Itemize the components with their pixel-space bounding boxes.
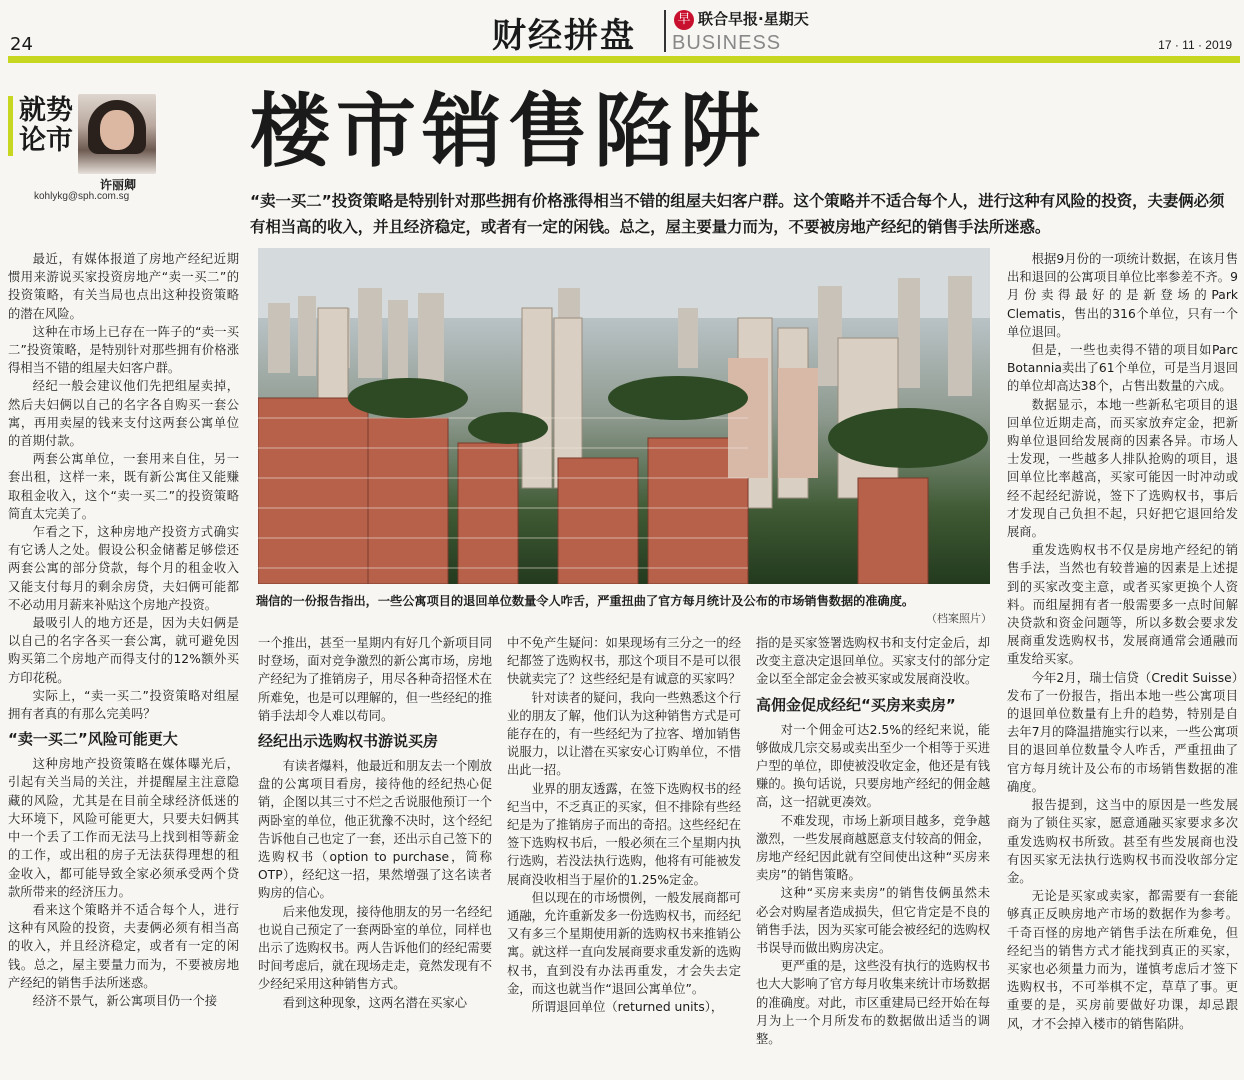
subheading: “卖一买二”风险可能更大 xyxy=(8,730,178,749)
author-name: 许丽卿 xyxy=(100,178,137,192)
headline: 楼市销售陷阱 xyxy=(250,85,766,178)
paragraph: 看来这个策略并不适合每个人，进行这种有风险的投资，夫妻俩必须有相当高的收入，并且经济稳定，或者有一定的闲钱。总之，屋主要量力而为，不要被房地产经纪的销售手法所迷惑。 xyxy=(8,902,239,990)
author-portrait xyxy=(78,94,156,174)
paragraph: 所谓退回单位（returned units）， xyxy=(531,1000,724,1015)
paragraph: 这种在市场上已存在一阵子的“卖一买二”投资策略，是特别针对那些拥有价格涨得相当不错的组屋夫妇客户群。 xyxy=(8,324,239,376)
brand-name: 联合早报·星期天 xyxy=(698,10,809,28)
paragraph: 业界的朋友透露，在签下选购权书的经纪当中，不乏真正的买家，但不排除有些经纪是为了推销房子而出的奇招。这些经纪在签下选购权书后，一般必须在三个星期内执行选购，若没法执行选购，他将有可能被发展商没收相当于屋价的1.25%定金。 xyxy=(507,781,741,887)
paragraph: 经纪一般会建议他们先把组屋卖掉，然后夫妇俩以自己的名字各自购买一套公寓，再用卖屋的钱来支付这两套公寓单位的首期付款。 xyxy=(8,379,239,449)
subheading: 高佣金促成经纪“买房来卖房” xyxy=(756,695,956,714)
paragraph: 这种房地产投资策略在媒体曝光后，引起有关当局的关注，并提醒屋主注意隐藏的风险，尤其是在目前全球经济低迷的大环境下，风险可能更大，只要夫妇俩其中一个丢了工作而无法马上找到相等薪金的工作，或出租的房子无法获得理想的租金收入，都可能导致全家必须承受两个贷款所带来的经济压力。 xyxy=(8,757,239,899)
article-column-4 xyxy=(756,634,990,1048)
photo-credit: （档案照片） xyxy=(926,612,992,625)
paragraph: 这种“买房来卖房”的销售伎俩虽然未必会对购屋者造成损失，但它肯定是不良的销售手法，因为买家可能会被经纪的选购权书误导而做出购房决定。 xyxy=(756,886,990,956)
paragraph: 经济不景气，新公寓项目仍一个接 xyxy=(32,993,218,1008)
business-label: BUSINESS xyxy=(672,32,782,54)
paragraph: 一个推出，甚至一星期内有好几个新项目同时登场，面对竞争激烈的新公寓市场，房地产经纪为了推销房子，用尽各种奇招怪术在所难免，也是可以理解的，但一些经纪的推销手法却令人难以苟同。 xyxy=(258,636,492,723)
masthead-divider xyxy=(664,10,666,52)
section-title: 财经拼盘 xyxy=(492,16,636,56)
paragraph: 根据9月份的一项统计数据，在该月售出和退回的公寓项目单位比率参差不齐。9月份卖得最好的是新登场的Park Clematis，售出的316个单位，只有一个单位退回。 xyxy=(1007,252,1238,339)
issue-date: 17 · 11 · 2019 xyxy=(1158,38,1232,52)
paragraph: 乍看之下，这种房地产投资方式确实有它诱人之处。假设公积金储蓄足够偿还两套公寓的部分贷款，每个月的租金收入又能支付每月的剩余房贷，夫妇俩可能都不必动用月薪来补贴这个房地产投资。 xyxy=(8,525,239,612)
paragraph: 但以现在的市场惯例，一般发展商都可通融，允许重新发多一份选购权书，而经纪又有多三个星期使用新的选购权书来推销公寓。就这样一直向发展商要求重发新的选购权书，直到没有办法再重发，才会失去定金，而这也就当作“退回公寓单位”。 xyxy=(507,890,741,996)
photo-caption: 瑞信的一份报告指出，一些公寓项目的退回单位数量令人咋舌，严重扭曲了官方每月统计及公布的市场销售数据的准确度。 xyxy=(256,594,915,608)
paragraph: 后来他发现，接待他朋友的另一名经纪也说自己预定了一套两卧室的单位，同样也出示了选购权书。两人告诉他们的经纪需要时间考虑后，就在现场走走，竟然发现有不少经纪采用这种销售方式。 xyxy=(258,904,492,992)
paragraph: 中不免产生疑问：如果现场有三分之一的经纪都签了选购权书，那这个项目不是可以很快就卖完了？这些经纪是有诚意的买家吗？ xyxy=(507,636,741,687)
lead-paragraph: “卖一买二”投资策略是特别针对那些拥有价格涨得相当不错的组屋夫妇客户群。这个策略并不适合每个人，进行这种有风险的投资，夫妻俩必须有相当高的收入，并且经济稳定，或者有一定的闲钱。总之，屋主要量力而为，不要被房地产经纪的销售手法所迷惑。 xyxy=(250,192,1225,236)
article-column-1 xyxy=(8,250,239,1010)
paragraph: 对一个佣金可达2.5%的经纪来说，能够做成几宗交易或卖出至少一个相等于买进户型的单位，即使被没收定金，他还是有钱赚的。换句话说，只要房地产经纪的佣金越高，这一招就更凑效。 xyxy=(756,722,990,810)
paragraph: 更严重的是，这些没有执行的选购权书也大大影响了官方每月收集来统计市场数据的准确度。对此，市区重建局已经开始在每月为上一个月所发布的数据做出适当的调整。 xyxy=(756,959,990,1047)
paragraph: 报告提到，这当中的原因是一些发展商为了锁住买家，愿意通融买家要求多次重发选购权书所致。甚至有些发展商也没有因买家无法执行选购权书而没收部分定金。 xyxy=(1007,798,1238,885)
author-email: kohlykg@sph.com.sg xyxy=(34,191,130,202)
paragraph: 最近，有媒体报道了房地产经纪近期惯用来游说买家投资房地产“卖一买二”的投资策略，有关当局也点出这种投资策略的潜在风险。 xyxy=(8,252,239,321)
paragraph: 不难发现，市场上新项目越多，竞争越激烈，一些发展商越愿意支付较高的佣金，房地产经纪因此就有空间使出这种“买房来卖房”的销售策略。 xyxy=(756,813,990,883)
paragraph: 无论是买家或卖家，都需要有一套能够真正反映房地产市场的数据作为参考。千奇百怪的房地产销售手法在所难免，但经纪当的销售方式才能找到真正的买家，买家也必须量力而为，谨慎考虑后才签下选购权书，不可举棋不定，草草了事。更重要的是，买房前要做好功课，却忌跟风，才不会掉入楼市的销售陷阱。 xyxy=(1007,889,1238,1031)
paragraph: 但是，一些也卖得不错的项目如Parc Botannia卖出了61个单位，可是当月退回的单位却高达38个，占售出数量的六成。 xyxy=(1007,343,1238,394)
paragraph: 针对读者的疑问，我向一些熟悉这个行业的朋友了解，他们认为这种销售方式是可能存在的，有一些经纪为了拉客、增加销售说服力，以让潜在买家安心订购单位，不惜出此一招。 xyxy=(507,690,741,778)
paragraph: 数据显示，本地一些新私宅项目的退回单位近期走高，而买家放弃定金，把新购单位退回给发展商的因素各异。市场人士发现，一些越多人排队抢购的项目，退回单位比率越高，买家可能因一时冲动或经不起经纪游说，签下了选购权书，事后才发现自己负担不起，只好把它退回给发展商。 xyxy=(1007,397,1238,540)
column-label: 就势论市 xyxy=(8,96,79,156)
skyline-illustration xyxy=(258,248,990,584)
zaobao-logo-icon: 早 xyxy=(674,10,694,30)
paragraph: 两套公寓单位，一套用来自住，另一套出租，这样一来，既有新公寓住又能赚取租金收入，这个“卖一买二”的投资策略简直太完美了。 xyxy=(8,452,239,521)
paragraph: 看到这种现象，这两名潜在买家心 xyxy=(282,995,468,1010)
article-column-5 xyxy=(1007,250,1238,1033)
portrait-face xyxy=(100,110,134,150)
subheading: 经纪出示选购权书游说买房 xyxy=(258,732,439,751)
article-column-3 xyxy=(507,634,741,1016)
paragraph: 今年2月，瑞士信贷（Credit Suisse）发布了一份报告，指出本地一些公寓项目的退回单位数量有上升的趋势，特别是自去年7月的降温措施实行以来，一些公寓项目的退回单位数量令人咋舌，严重扭曲了官方每月统计及公布的市场销售数据的准确度。 xyxy=(1007,670,1238,794)
paragraph: 重发选购权书不仅是房地产经纪的销售手法，当然也有较普遍的因素是上述提到的买家改变主意，或者买家更换个人资料。而组屋拥有者一般需要多一点时间解决贷款和资金问题等，所以多数会要求发展商重发选购权书，发展商通常会通融而重发给买家。 xyxy=(1007,543,1238,667)
page-number: 24 xyxy=(10,34,33,55)
paragraph: 最吸引人的地方还是，因为夫妇俩是以自己的名字各买一套公寓，就可避免因购买第二个房地产而得支付的12%额外买方印花税。 xyxy=(8,616,239,685)
masthead xyxy=(0,0,1244,64)
skyline-photo xyxy=(258,248,990,584)
paragraph: 有读者爆料，他最近和朋友去一个刚放盘的公寓项目看房，接待他的经纪热心促销，企图以其三寸不烂之舌说服他预订一个两卧室的单位，他正犹豫不决时，这个经纪告诉他自己也定了一套，还出示自己签下的选购权书（option to purchase，简称OTP），经纪这一招，果然增强了这名读者购房的信心。 xyxy=(258,759,492,901)
article-column-2 xyxy=(258,634,492,1012)
paragraph: 指的是买家签署选购权书和支付定金后，却改变主意决定退回单位。买家支付的部分定金以至全部定金会被买家或发展商没收。 xyxy=(756,636,990,687)
masthead-rule xyxy=(8,56,1240,63)
paragraph: 实际上，“卖一买二”投资策略对组屋拥有者真的有那么完美吗？ xyxy=(8,688,239,722)
